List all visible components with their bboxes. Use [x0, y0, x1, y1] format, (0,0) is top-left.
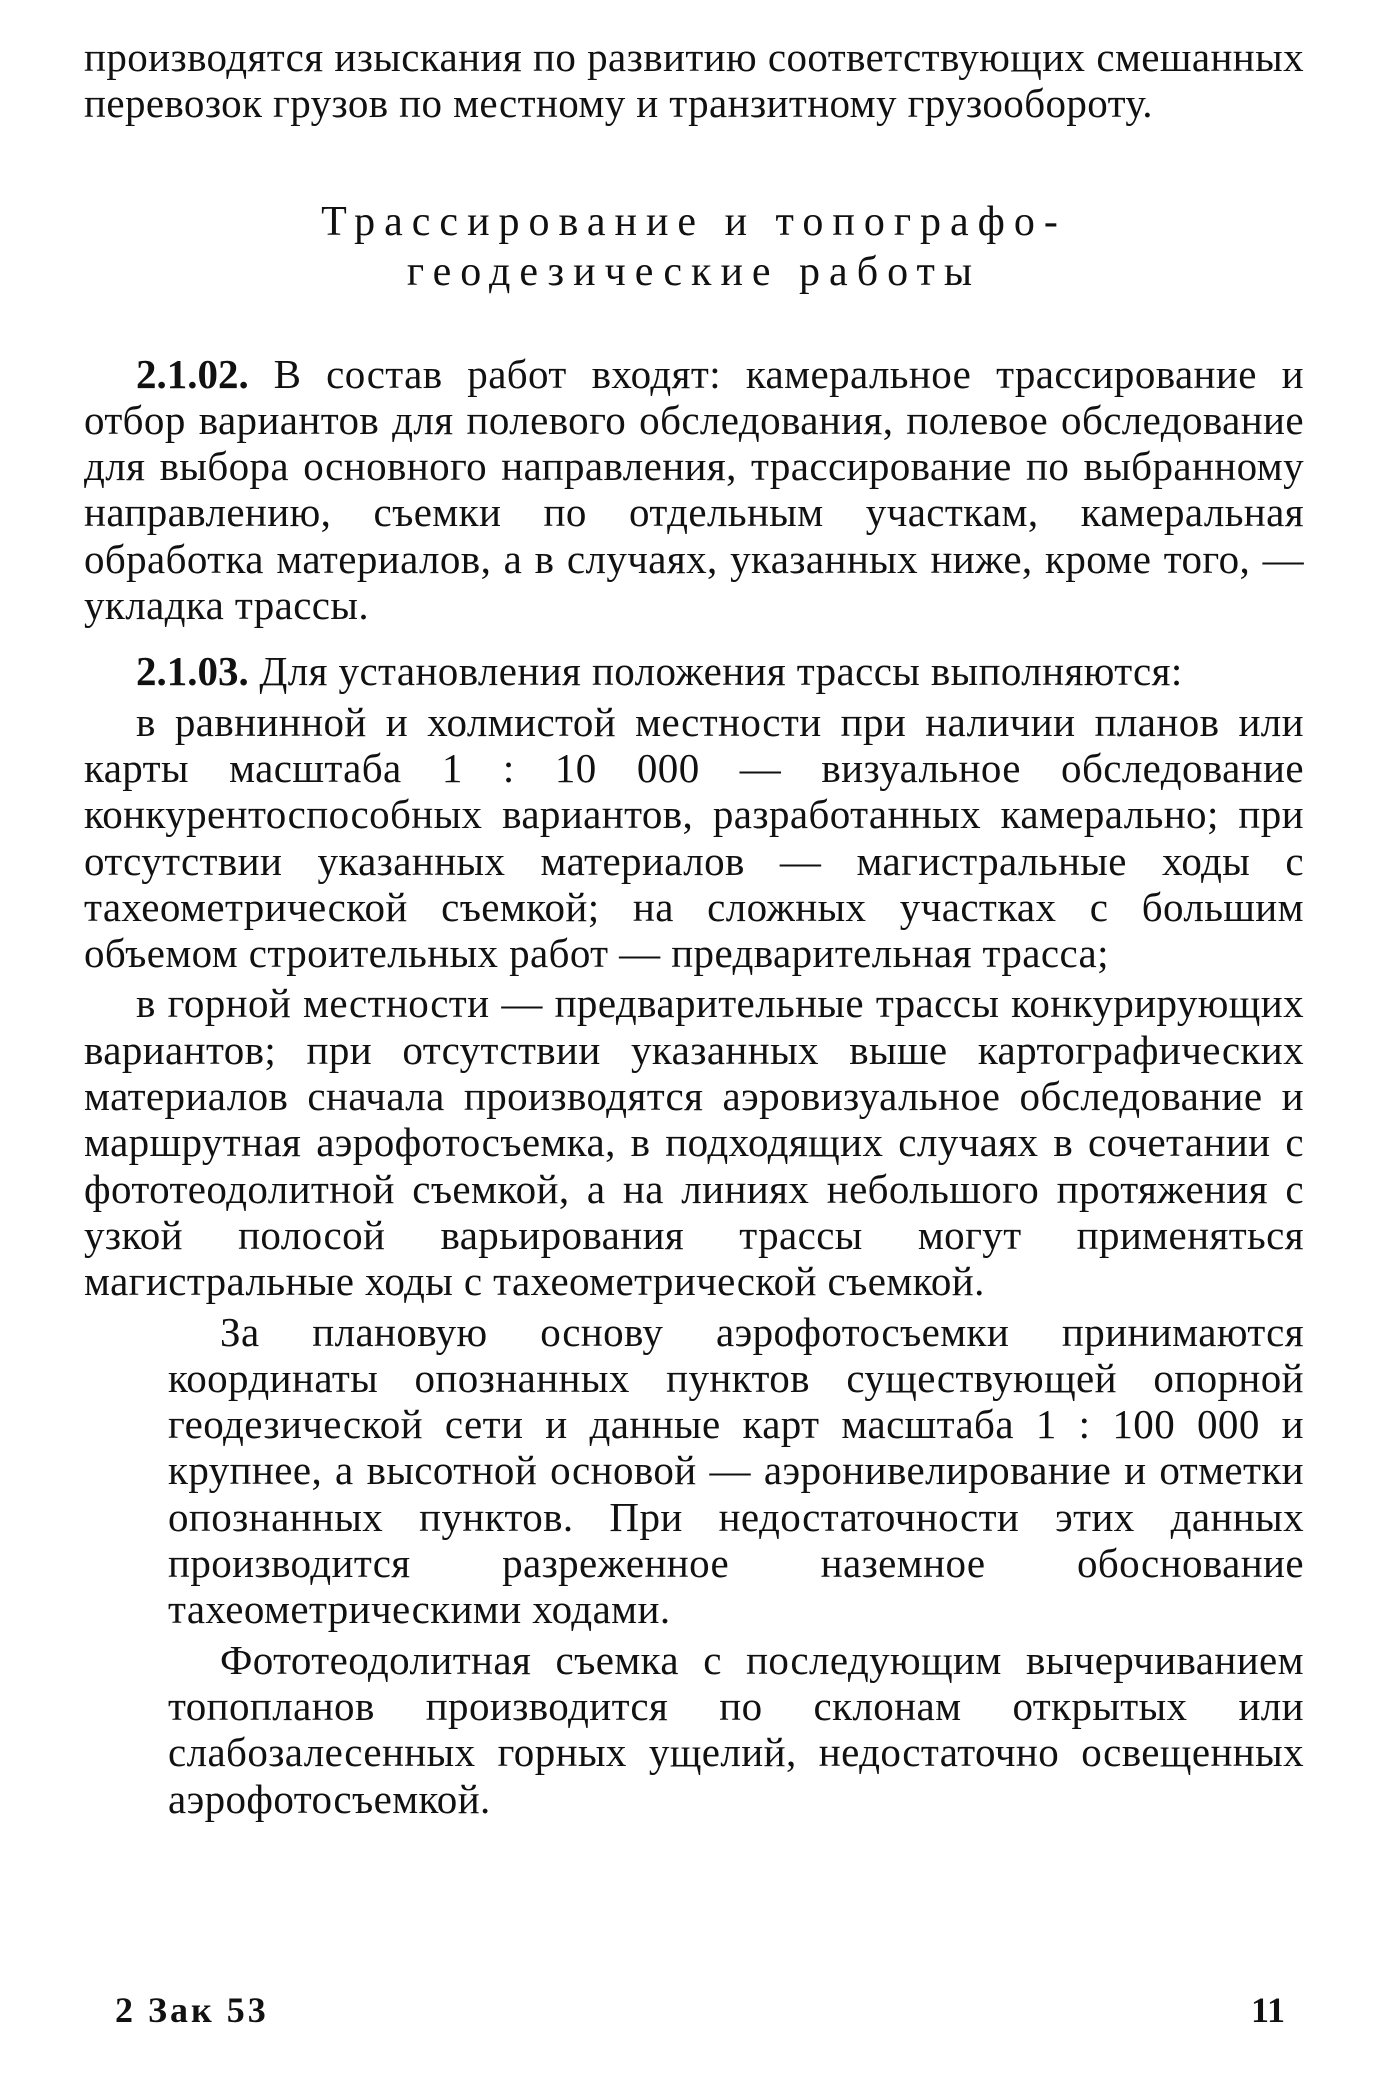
intro-paragraph: производятся изыскания по развитию соответствующих смешанных перевозок грузов по местному и транзитному грузообороту. — [84, 34, 1304, 127]
section-heading — [84, 197, 1304, 297]
clause-number: 2.1.03. — [136, 648, 249, 695]
paragraph-phototheodolite: Фототеодолитная съемка с последующим вычерчиванием топопланов производится по склонам открытых или слабозалесенных горных ущелий, недостаточно освещенных аэрофотосъемкой. — [168, 1636, 1304, 1822]
printer-signature: 2 Зак 53 — [115, 1990, 269, 2030]
page-content — [84, 34, 1304, 1822]
list-item-mountain-terrain: в горной местности — предварительные трассы конкурирующих вариантов; при отсутствии указанных выше картографических материалов сначала производятся аэровизуальное обследование и маршрутная аэрофотосъемка, в подходящих случаях в сочетании с фототеодолитной съемкой, а на линиях небольшого протяжения с узкой полосой варьирования трассы могут применяться магистральные ходы с тахеометрической съемкой. — [84, 980, 1304, 1305]
paragraph-2-1-03 — [84, 648, 1304, 694]
page-number: 11 — [1250, 1990, 1285, 2030]
paragraph-planning-basis: За плановую основу аэрофотосъемки принимаются координаты опознанных пунктов существующей опорной геодезической сети и данные карт масштаба 1 : 100 000 и крупнее, а высотной основой — аэронивелирование и отметки опознанных пунктов. При недостаточности этих данных производится разреженное наземное обоснование тахеометрическими ходами. — [168, 1308, 1304, 1633]
list-item-plain-terrain: в равнинной и холмистой местности при наличии планов или карты масштаба 1 : 10 000 — визуальное обследование конкурентоспособных вариантов, разработанных камерально; при отсутствии указанных материалов — магистральные ходы с тахеометрической съемкой; на сложных участках с большим объемом строительных работ — предварительная трасса; — [84, 698, 1304, 977]
clause-text: Для установления положения трассы выполняются: — [259, 648, 1183, 695]
indented-block — [72, 1309, 1304, 1822]
clause-number: 2.1.02. — [136, 350, 249, 397]
clause-text: В состав работ входят: камеральное трассирование и отбор вариантов для полевого обследования, полевое обследование для выбора основного направления, трассирование по выбранному направлению, съемки по отдельным участкам, камеральная обработка материалов, а в случаях, указанных ниже, кроме того, — укладка трассы. — [84, 350, 1304, 629]
section-heading-line2: геодезические работы — [406, 248, 982, 295]
paragraph-2-1-02 — [84, 351, 1304, 629]
section-heading-line1: Трассирование и топографо- — [321, 198, 1067, 245]
